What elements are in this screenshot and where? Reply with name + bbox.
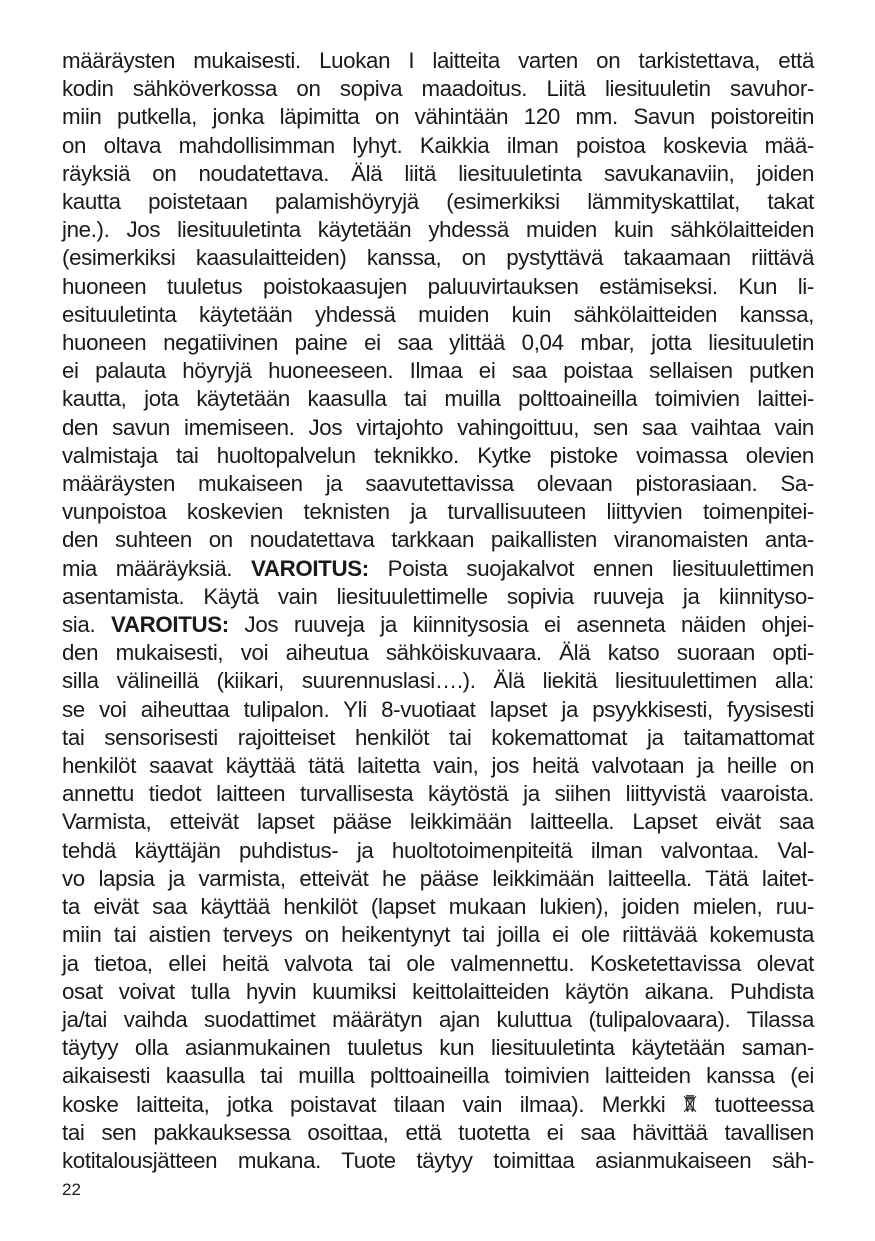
text-line: annettu tiedot laitteen turvallisesta käytöstä ja siihen liittyvistä vaaroista. xyxy=(62,781,814,807)
text-segment: koske laitteita, jotka poistavat tilaan vain ilmaa). Merkki xyxy=(62,1091,683,1117)
text-line: kotitalousjätteen mukana. Tuote täytyy toimittaa asianmukaiseen säh- xyxy=(62,1147,814,1173)
page-number: 22 xyxy=(62,1180,81,1199)
text-line: määräysten mukaiseen ja saavutettavissa olevaan pistorasiaan. Sa- xyxy=(62,471,814,497)
text-line: vunpoistoa koskevien teknisten ja turvallisuuteen liittyvien toimenpitei- xyxy=(62,499,814,525)
text-line: huoneen tuuletus poistokaasujen paluuvirtauksen estämiseksi. Kun li- xyxy=(62,273,814,299)
text-line: jne.). Jos liesituuletinta käytetään yhdessä muiden kuin sähkölaitteiden xyxy=(62,217,814,243)
text-segment: Poista suojakalvot ennen liesituulettimen xyxy=(368,555,814,581)
text-line: kodin sähköverkossa on sopiva maadoitus. Liitä liesituuletin savuhor- xyxy=(62,76,814,102)
text-line: valmistaja tai huoltopalvelun teknikko. Kytke pistoke voimassa olevien xyxy=(62,442,814,468)
crossed-out-bin-icon xyxy=(683,1093,697,1113)
text-line: ta eivät saa käyttää henkilöt (lapset mukaan lukien), joiden mielen, ruu- xyxy=(62,894,814,920)
text-line: ei palauta höyryjä huoneeseen. Ilmaa ei saa poistaa sellaisen putken xyxy=(62,358,814,384)
warning-label: VAROITUS: xyxy=(250,555,369,581)
text-line-warning-2 xyxy=(62,611,814,639)
text-line: kautta poistetaan palamishöyryjä (esimerkiksi lämmityskattilat, takat xyxy=(62,189,814,215)
text-line: kautta, jota käytetään kaasulla tai muilla polttoaineilla toimivien laittei- xyxy=(62,386,814,412)
text-line: huoneen negatiivinen paine ei saa ylittää 0,04 mbar, jotta liesituuletin xyxy=(62,330,814,356)
text-line: räyksiä on noudatettava. Älä liitä liesituuletinta savukanaviin, joiden xyxy=(62,160,814,186)
text-line: asentamista. Käytä vain liesituulettimelle sopivia ruuveja ja kiinnityso- xyxy=(62,583,814,609)
text-line: osat voivat tulla hyvin kuumiksi keittolaitteiden käytön aikana. Puhdista xyxy=(62,978,814,1004)
text-segment: Jos ruuveja ja kiinnitysosia ei asenneta näiden ohjei- xyxy=(228,612,814,638)
text-line: tai sensorisesti rajoitteiset henkilöt tai kokemattomat ja taitamattomat xyxy=(62,724,814,750)
text-line: (esimerkiksi kaasulaitteiden) kanssa, on pystyttävä takaamaan riittävä xyxy=(62,245,814,271)
text-line-warning-1 xyxy=(62,555,814,583)
text-line: miin tai aistien terveys on heikentynyt tai joilla ei ole riittävää kokemusta xyxy=(62,922,814,948)
text-line: määräysten mukaisesti. Luokan I laitteita varten on tarkistettava, että xyxy=(62,48,814,73)
text-line: tai sen pakkauksessa osoittaa, että tuotetta ei saa hävittää tavallisen xyxy=(62,1119,814,1145)
text-line: esituuletinta käytetään yhdessä muiden kuin sähkölaitteiden kanssa, xyxy=(62,301,814,327)
document-body xyxy=(62,47,814,1175)
text-line: Varmista, etteivät lapset pääse leikkimään laitteella. Lapset eivät saa xyxy=(62,809,814,835)
text-segment: tuotteessa xyxy=(696,1091,814,1117)
text-line: ja tietoa, ellei heitä valvota tai ole valmennettu. Kosketettavissa olevat xyxy=(62,950,814,976)
text-line: vo lapsia ja varmista, etteivät he pääse leikkimään laitteella. Tätä laitet- xyxy=(62,865,814,891)
text-segment: sia. xyxy=(62,612,111,638)
text-line: silla välineillä (kiikari, suurennuslasi….). Älä liekitä liesituulettimen alla: xyxy=(62,668,814,694)
text-line: se voi aiheuttaa tulipalon. Yli 8-vuotiaat lapset ja psyykkisesti, fyysisesti xyxy=(62,696,814,722)
text-line-weee xyxy=(62,1091,814,1119)
text-line: den suhteen on noudatettava tarkkaan paikallisten viranomaisten anta- xyxy=(62,527,814,553)
text-line: aikaisesti kaasulla tai muilla polttoaineilla toimivien laitteiden kanssa (ei xyxy=(62,1063,814,1089)
text-segment: mia määräyksiä. xyxy=(62,555,251,581)
text-line: täytyy olla asianmukainen tuuletus kun liesituuletinta käytetään saman- xyxy=(62,1035,814,1061)
warning-label: VAROITUS: xyxy=(111,612,229,638)
text-line: miin putkella, jonka läpimitta on vähintään 120 mm. Savun poistoreitin xyxy=(62,104,814,130)
text-line: den savun imemiseen. Jos virtajohto vahingoittuu, sen saa vaihtaa vain xyxy=(62,414,814,440)
text-line: den mukaisesti, voi aiheutua sähköiskuvaara. Älä katso suoraan opti- xyxy=(62,640,814,666)
text-line: on oltava mahdollisimman lyhyt. Kaikkia ilman poistoa koskevia mää- xyxy=(62,132,814,158)
text-line: henkilöt saavat käyttää tätä laitetta vain, jos heitä valvotaan ja heille on xyxy=(62,753,814,779)
text-line: tehdä käyttäjän puhdistus- ja huoltotoimenpiteitä ilman valvontaa. Val- xyxy=(62,837,814,863)
text-line: ja/tai vaihda suodattimet määrätyn ajan kuluttua (tulipalovaara). Tilassa xyxy=(62,1006,814,1032)
